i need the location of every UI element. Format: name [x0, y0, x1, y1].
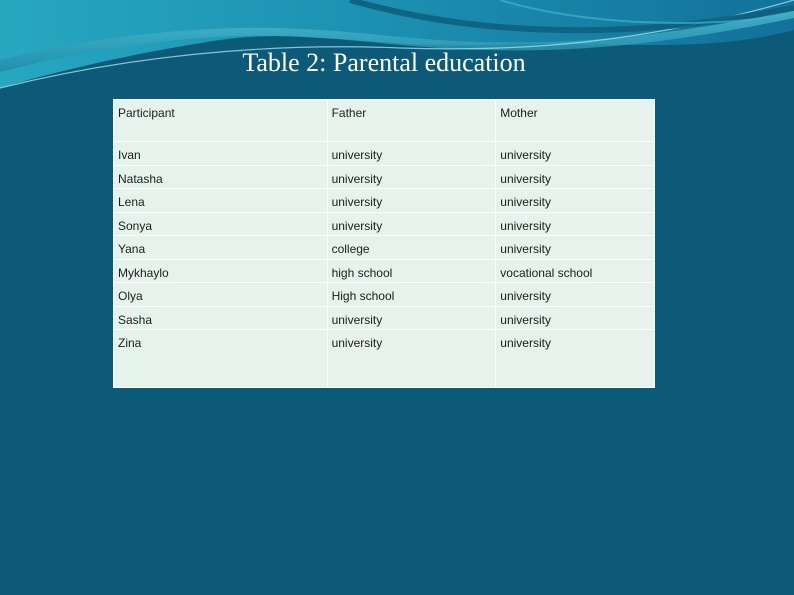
table-row [114, 142, 655, 166]
table-row [114, 236, 655, 260]
table-row [114, 212, 655, 236]
mother-cell: university [496, 189, 655, 213]
mother-cell: university [496, 142, 655, 166]
mother-cell: university [496, 330, 655, 388]
table-row [114, 165, 655, 189]
header-cell-participant: Participant [114, 100, 328, 142]
mother-cell: vocational school [496, 259, 655, 283]
table-row [114, 283, 655, 307]
participant-cell: Olya [114, 283, 328, 307]
table-header-row [114, 100, 655, 142]
participant-cell: Natasha [114, 165, 328, 189]
participant-cell: Sasha [114, 306, 328, 330]
mother-cell: university [496, 236, 655, 260]
father-cell: high school [327, 259, 496, 283]
participant-cell: Ivan [114, 142, 328, 166]
father-cell: university [327, 212, 496, 236]
table-row [114, 259, 655, 283]
header-cell-mother: Mother [496, 100, 655, 142]
table-row [114, 330, 655, 388]
father-cell: university [327, 165, 496, 189]
participant-cell: Lena [114, 189, 328, 213]
table-row [114, 306, 655, 330]
mother-cell: university [496, 165, 655, 189]
parental-education-table [113, 99, 655, 388]
participant-cell: Mykhaylo [114, 259, 328, 283]
father-cell: college [327, 236, 496, 260]
slide-title: Table 2: Parental education [242, 48, 526, 77]
participant-cell: Yana [114, 236, 328, 260]
father-cell: university [327, 142, 496, 166]
mother-cell: university [496, 283, 655, 307]
mother-cell: university [496, 306, 655, 330]
participant-cell: Sonya [114, 212, 328, 236]
father-cell: High school [327, 283, 496, 307]
table-row [114, 189, 655, 213]
header-cell-father: Father [327, 100, 496, 142]
father-cell: university [327, 306, 496, 330]
mother-cell: university [496, 212, 655, 236]
father-cell: university [327, 330, 496, 388]
participant-cell: Zina [114, 330, 328, 388]
father-cell: university [327, 189, 496, 213]
